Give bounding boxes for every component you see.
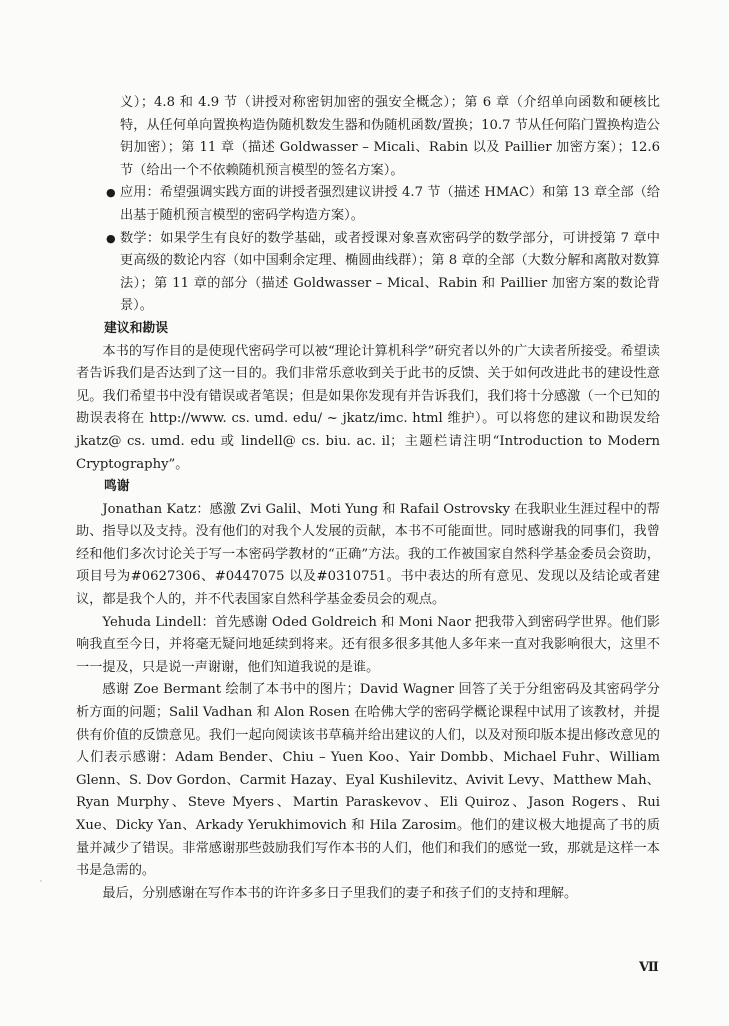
bullet-icon: ● (106, 231, 116, 245)
bullet-item-mathematics (76, 228, 660, 318)
bullet-text: 数学：如果学生有良好的数学基础，或者授课对象喜欢密码学的数学部分，可讲授第 7 章中更高级的数论内容（如中国剩余定理、椭圆曲线群）；第 8 章的全部（大数分解和离散对数算法）；第 11 章的部分（描述 Goldwasser – Mical、Rabin 和 Paillier 加密方案的数论背景）。 (120, 230, 660, 314)
acknowledgement-paragraph-katz: Jonathan Katz：感激 Zvi Galil、Moti Yung 和 Rafail Ostrovsky 在我职业生涯过程中的帮助、指导以及支持。没有他们的对我个人发展的贡献，本书不可能面世。同时感谢我的同事们，我曾经和他们多次讨论关于写一本密码学教材的“正确”方法。我的工作被国家自然科学基金委员会资助，项目号为#0627306、#0447075 以及#0310751。书中表达的所有意见、发现以及结论或者建议，都是我个人的，并不代表国家自然科学基金委员会的观点。 (76, 501, 660, 608)
bullet-item-applications (76, 182, 660, 227)
page-number: Ⅶ (639, 960, 659, 975)
continuation-paragraph: 义）；4.8 和 4.9 节（讲授对称密钥加密的强安全概念）；第 6 章（介绍单向函数和硬核比特，从任何单向置换构造伪随机数发生器和伪随机函数/置换；10.7 节从任何陷门置换构造公钥加密）；第 11 章（描述 Goldwasser – Micali、Rabin 以及 Paillier 加密方案）；12.6 节（给出一个不依赖随机预言模型的签名方案）。 (120, 95, 660, 178)
acknowledgement-paragraph-contributors: 感谢 Zoe Bermant 绘制了本书中的图片；David Wagner 回答了关于分组密码及其密码学分析方面的问题；Salil Vadhan 和 Alon Rosen 在哈佛大学的密码学概论课程中试用了该教材，并提供有价值的反馈意见。我们一起向阅读该书草稿并给出建议的人们，以及对预印版本提出修改意见的人们表示感谢：Adam Bender、Chiu – Yuen Koo、Yair Dombb、Michael Fuhr、William Glenn、S. Dov Gordon、Carmit Hazay、Eyal Kushilevitz、Avivit Levy、Matthew Mah、Ryan Murphy、Steve Myers、Martin Paraskevov、Eli Quiroz、Jason Rogers、Rui Xue、Dicky Yan、Arkady Yerukhimovich 和 Hila Zarosim。他们的建议极大地提高了书的质量并减少了错误。非常感谢那些鼓励我们写作本书的人们，他们和我们的感觉一致，那就是这样一本书是急需的。 (76, 682, 660, 879)
suggestions-paragraph: 本书的写作目的是使现代密码学可以被“理论计算机科学”研究者以外的广大读者所接受。希望读者告诉我们是否达到了这一目的。我们非常乐意收到关于此书的反馈、关于如何改进此书的建设性意见。我们希望书中没有错误或者笔误；但是如果你发现有并告诉我们，我们将十分感激（一个已知的勘误表将在 http://www. cs. umd. edu/ ~ jkatz/imc. html 维护）。可以将您的建议和勘误发给 jkatz@ cs. umd. edu 或 lindell@ cs. biu. ac. il；主题栏请注明“Introduction to Modern Cryptography”。 (76, 343, 660, 472)
acknowledgement-paragraph-lindell: Yehuda Lindell：首先感谢 Oded Goldreich 和 Moni Naor 把我带入到密码学世界。他们影响我直至今日，并将毫无疑问地延续到将来。还有很多很多其他人多年来一直对我影响很大，这里不一一提及，只是说一声谢谢，他们知道我说的是谁。 (76, 614, 660, 675)
section-heading-acknowledgements: 鸣谢 (104, 479, 130, 495)
page-body (76, 92, 660, 905)
acknowledgement-paragraph-families: 最后，分别感谢在写作本书的许许多多日子里我们的妻子和孩子们的支持和理解。 (102, 885, 578, 901)
scan-speck (40, 880, 42, 882)
bullet-text: 应用：希望强调实践方面的讲授者强烈建议讲授 4.7 节（描述 HMAC）和第 13 章全部（给出基于随机预言模型的密码学构造方案）。 (120, 185, 660, 223)
section-heading-suggestions: 建议和勘误 (104, 320, 168, 336)
bullet-icon: ● (106, 186, 116, 200)
